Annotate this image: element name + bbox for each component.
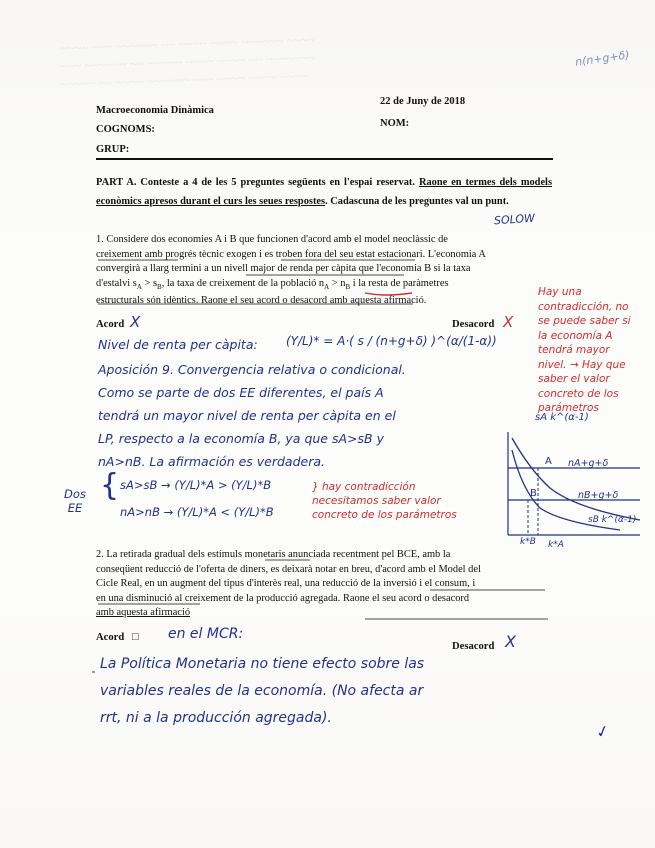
exam-date: 22 de Juny de 2018 <box>380 96 466 107</box>
hw-mcr: en el MCR: <box>168 626 244 642</box>
part-a-instructions: PART A. Conteste a 4 de les 5 preguntes següents en l'espai reservat. Raone en termes dels models econòmics apresos durant el curs les seues respostes. Cadascuna de les preguntes val un punt. <box>96 177 552 207</box>
bleed-through-texture: ~~~~ ~~~ ~~~~~~ ~~ ~~~~ ~~~~ ~~~~~~ ~~~~ ~~~ ~~~~~~ ~~ ~~~~~ ~~~~ ~~~~ ~~ ~~~~~~~ ~~~~~ ~~ ~~~~ ~~~~~~ ~~~ ~~~~ ~~~~ ~~~~ <box>59 31 316 92</box>
q1-disagree-mark: X <box>503 313 514 331</box>
hw-system-2: nA>nB → (Y/L)*A < (Y/L)*B <box>120 505 274 519</box>
diagram-top-label: sA k^(α-1) <box>535 412 589 423</box>
hw-q2-line-3: rrt, ni a la producción agregada). <box>100 710 332 726</box>
question-2-text: 2. La retirada gradual dels estímuls monetaris anunciada recentment pel BCE, amb la conseqüent reducció de l'oferta de diners, es deixarà notar en breu, d'acord amb el Model del Cicle Real, en un augment del tipus d'interès real, una reducció de la inversió i el consum, i en una disminució al creixement de la producció agregada. Raone el seu acord o desacord amb aquesta afirmació <box>96 549 481 619</box>
hw-formula: (Y/L)* = A·( s / (n+g+δ) )^(α/(1-α)) <box>286 334 497 348</box>
hw-system-1: sA>sB → (Y/L)*A > (Y/L)*B <box>120 478 272 492</box>
q2-disagree-mark: X <box>505 632 516 651</box>
hw-line-3: Como se parte de dos EE diferentes, el país A <box>98 385 384 400</box>
handwritten-red-note: Hay una contradicción, no se puede saber si la economía A tendrá mayor nivel. → Hay que saber el valor concreto de los parámetros <box>538 286 631 414</box>
q2-agree-label: Acord <box>96 632 125 643</box>
hw-line-5: LP, respecto a la economía B, ya que sA>sB y <box>98 431 384 446</box>
q2-agree-checkbox[interactable]: □ <box>132 631 139 643</box>
question-1-text: 1. Considere dos economies A i B que funcionen d'acord amb el model neoclàssic de creixement amb progrés tècnic exogen i es troben fora del seu estat estacionari. L'economia A convergirà a llarg termini a un nivell major de renda per càpita que l'economia B si la taxa d'estalvi $s_A > s_B$, la taxa de creixement de la població $n_A > n_B$ i la resta de paràmetres estructurals són idèntics. Raone el seu acord o desacord amb aquesta afirmació. <box>96 234 486 307</box>
diagram-ka: k*A <box>548 540 564 550</box>
hw-check-mark: ✓ <box>593 720 612 743</box>
q1-agree-mark: X <box>130 313 141 331</box>
hw-brace: { <box>100 468 120 503</box>
q1-agree-label: Acord <box>96 319 125 330</box>
handwritten-top-corner: n(n+g+δ) <box>574 48 631 69</box>
diagram-point-a: A <box>545 456 552 467</box>
diagram-point-b: B <box>530 488 537 499</box>
hw-q2-line-2: variables reales de la economía. (No afecta ar <box>100 683 424 699</box>
instruction-emphasis: Raone en termes dels models econòmics apresos durant el curs les seues respostes <box>96 177 552 207</box>
diagram-line-a-label: nA+g+δ <box>568 458 609 469</box>
hw-convergence: Aposición 9. Convergencia relativa o condicional. <box>98 362 406 377</box>
hw-line-4: tendrá un mayor nivel de renta per càpita en el <box>98 408 396 423</box>
q1-disagree-label: Desacord <box>452 319 495 330</box>
name-label: NOM: <box>380 118 410 129</box>
course-title: Macroeconomia Dinàmica <box>96 105 214 116</box>
hw-dos-ee: Dos EE <box>64 487 86 515</box>
handwritten-solow: SOLOW <box>493 211 536 228</box>
hw-contradiction: } hay contradicción necesitamos saber valor concreto de los parámetros <box>312 481 457 521</box>
surnames-label: COGNOMS: <box>96 124 155 135</box>
diagram-kb: k*B <box>520 537 536 547</box>
hw-line-6: nA>nB. La afirmación es verdadera. <box>98 454 325 469</box>
hw-q2-line-1: La Política Monetaria no tiene efecto sobre las <box>100 656 425 672</box>
group-label: GRUP: <box>96 144 130 155</box>
q2-disagree-label: Desacord <box>452 641 495 652</box>
hw-formula-label: Nivel de renta per càpita: <box>98 337 258 352</box>
diagram-line-b-label: nB+g+δ <box>578 490 619 501</box>
diagram-curve-b-label: sB k^(α-1) <box>588 515 637 525</box>
